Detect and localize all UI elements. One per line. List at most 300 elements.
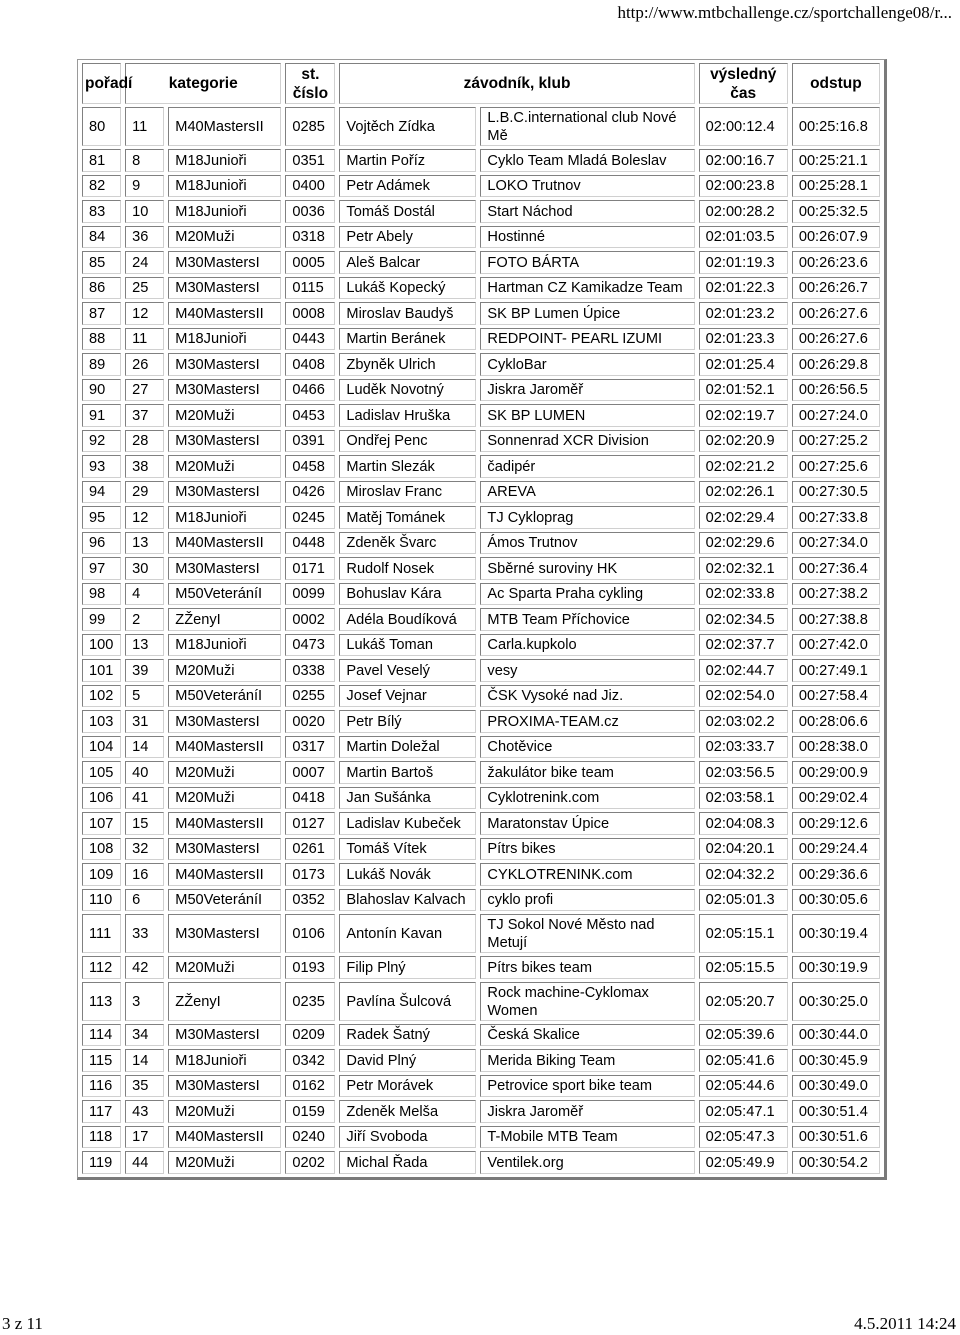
rider-name-cell: Aleš Balcar [339,251,476,274]
club-cell: MTB Team Příchovice [480,608,694,631]
table-row [82,889,880,912]
category-cell: M30MastersI [168,838,281,861]
result-time-cell: 02:03:02.2 [699,710,788,733]
club-cell: Jiskra Jaroměř [480,1100,694,1123]
category-rank-cell: 10 [125,200,164,223]
category-cell: M18Junioři [168,149,281,172]
rank-cell: 83 [82,200,121,223]
table-row [82,787,880,810]
category-rank-cell: 30 [125,557,164,580]
start-number-cell: 0020 [285,710,335,733]
start-number-cell: 0342 [285,1049,335,1072]
rider-name-cell: Adéla Boudíková [339,608,476,631]
rider-name-cell: Lukáš Toman [339,634,476,657]
start-number-cell: 0002 [285,608,335,631]
club-cell: Sběrné suroviny HK [480,557,694,580]
result-time-cell: 02:00:28.2 [699,200,788,223]
table-row [82,175,880,198]
rider-name-cell: Martin Bartoš [339,761,476,784]
rider-name-cell: Ondřej Penc [339,430,476,453]
club-cell: CYKLOTRENINK.com [480,863,694,886]
print-timestamp: 4.5.2011 14:24 [854,1314,956,1333]
category-rank-cell: 35 [125,1075,164,1098]
rank-cell: 95 [82,506,121,529]
result-time-cell: 02:01:25.4 [699,353,788,376]
table-row [82,685,880,708]
club-cell: TJ Cykloprag [480,506,694,529]
results-table [78,60,884,1177]
rider-name-cell: Jan Sušánka [339,787,476,810]
category-rank-cell: 28 [125,430,164,453]
rank-cell: 87 [82,302,121,325]
gap-cell: 00:30:45.9 [792,1049,880,1072]
start-number-cell: 0318 [285,226,335,249]
category-rank-cell: 13 [125,634,164,657]
gap-cell: 00:30:54.2 [792,1151,880,1174]
club-cell: žakulátor bike team [480,761,694,784]
table-row [82,277,880,300]
category-rank-cell: 32 [125,838,164,861]
result-time-cell: 02:05:44.6 [699,1075,788,1098]
rank-cell: 116 [82,1075,121,1098]
category-rank-cell: 2 [125,608,164,631]
gap-cell: 00:27:36.4 [792,557,880,580]
result-time-cell: 02:05:15.5 [699,956,788,979]
category-rank-cell: 27 [125,379,164,402]
result-time-cell: 02:01:19.3 [699,251,788,274]
club-cell: FOTO BÁRTA [480,251,694,274]
category-cell: M20Muži [168,956,281,979]
result-time-cell: 02:01:23.2 [699,302,788,325]
club-cell: LOKO Trutnov [480,175,694,198]
category-rank-cell: 8 [125,149,164,172]
category-rank-cell: 9 [125,175,164,198]
category-cell: M20Muži [168,659,281,682]
result-time-cell: 02:02:34.5 [699,608,788,631]
result-time-cell: 02:05:15.1 [699,914,788,953]
category-cell: M30MastersI [168,1075,281,1098]
category-cell: M30MastersI [168,914,281,953]
rank-cell: 85 [82,251,121,274]
result-time-cell: 02:02:29.4 [699,506,788,529]
category-rank-cell: 14 [125,1049,164,1072]
start-number-cell: 0193 [285,956,335,979]
start-number-cell: 0351 [285,149,335,172]
category-cell: ZŽenyI [168,608,281,631]
header-rider-club: závodník, klub [339,63,694,104]
category-cell: M18Junioři [168,328,281,351]
table-row [82,634,880,657]
rank-cell: 89 [82,353,121,376]
start-number-cell: 0173 [285,863,335,886]
club-cell: Cyklo Team Mladá Boleslav [480,149,694,172]
rider-name-cell: Radek Šatný [339,1024,476,1047]
club-cell: L.B.C.international club Nové Mě [480,107,694,146]
club-cell: REDPOINT- PEARL IZUMI [480,328,694,351]
category-cell: M30MastersI [168,379,281,402]
start-number-cell: 0099 [285,583,335,606]
table-row [82,1126,880,1149]
result-time-cell: 02:05:20.7 [699,982,788,1021]
table-row [82,200,880,223]
result-time-cell: 02:02:20.9 [699,430,788,453]
table-row [82,659,880,682]
rank-cell: 112 [82,956,121,979]
category-cell: M30MastersI [168,430,281,453]
rank-cell: 99 [82,608,121,631]
rank-cell: 82 [82,175,121,198]
table-row [82,557,880,580]
rank-cell: 117 [82,1100,121,1123]
category-rank-cell: 31 [125,710,164,733]
category-rank-cell: 33 [125,914,164,953]
category-rank-cell: 39 [125,659,164,682]
rank-cell: 115 [82,1049,121,1072]
result-time-cell: 02:02:32.1 [699,557,788,580]
rank-cell: 108 [82,838,121,861]
table-row [82,328,880,351]
club-cell: Start Náchod [480,200,694,223]
table-row [82,404,880,427]
club-cell: cyklo profi [480,889,694,912]
rider-name-cell: Martin Doležal [339,736,476,759]
gap-cell: 00:29:12.6 [792,812,880,835]
category-cell: M20Muži [168,455,281,478]
result-time-cell: 02:01:03.5 [699,226,788,249]
gap-cell: 00:27:30.5 [792,481,880,504]
category-cell: M30MastersI [168,557,281,580]
start-number-cell: 0466 [285,379,335,402]
start-number-cell: 0408 [285,353,335,376]
gap-cell: 00:30:25.0 [792,982,880,1021]
gap-cell: 00:27:58.4 [792,685,880,708]
rank-cell: 107 [82,812,121,835]
category-rank-cell: 24 [125,251,164,274]
start-number-cell: 0235 [285,982,335,1021]
table-row [82,863,880,886]
club-cell: Jiskra Jaroměř [480,379,694,402]
table-row [82,1049,880,1072]
rider-name-cell: Miroslav Franc [339,481,476,504]
category-rank-cell: 13 [125,532,164,555]
gap-cell: 00:30:44.0 [792,1024,880,1047]
gap-cell: 00:27:34.0 [792,532,880,555]
result-time-cell: 02:02:54.0 [699,685,788,708]
category-cell: M18Junioři [168,506,281,529]
category-cell: M40MastersII [168,863,281,886]
club-cell: AREVA [480,481,694,504]
rank-cell: 84 [82,226,121,249]
start-number-cell: 0240 [285,1126,335,1149]
gap-cell: 00:25:16.8 [792,107,880,146]
rider-name-cell: Bohuslav Kára [339,583,476,606]
result-time-cell: 02:00:12.4 [699,107,788,146]
start-number-cell: 0285 [285,107,335,146]
category-rank-cell: 11 [125,328,164,351]
start-number-cell: 0255 [285,685,335,708]
rank-cell: 114 [82,1024,121,1047]
header-result-time: výsledný čas [699,63,788,104]
table-row [82,379,880,402]
gap-cell: 00:29:02.4 [792,787,880,810]
start-number-cell: 0036 [285,200,335,223]
header-category: kategorie [125,63,281,104]
rider-name-cell: Ladislav Hruška [339,404,476,427]
rider-name-cell: Lukáš Novák [339,863,476,886]
rider-name-cell: Pavlína Šulcová [339,982,476,1021]
start-number-cell: 0127 [285,812,335,835]
header-gap: odstup [792,63,880,104]
rank-cell: 102 [82,685,121,708]
category-cell: M40MastersII [168,736,281,759]
result-time-cell: 02:03:33.7 [699,736,788,759]
club-cell: T-Mobile MTB Team [480,1126,694,1149]
results-table-frame [77,59,887,1180]
result-time-cell: 02:02:33.8 [699,583,788,606]
gap-cell: 00:27:25.6 [792,455,880,478]
page-url: http://www.mtbchallenge.cz/sportchallenge08/r... [617,3,952,22]
rider-name-cell: Petr Adámek [339,175,476,198]
gap-cell: 00:30:19.9 [792,956,880,979]
result-time-cell: 02:05:39.6 [699,1024,788,1047]
category-cell: M50VeteráníI [168,583,281,606]
table-row [82,251,880,274]
header-rank: pořadí [82,63,121,104]
club-cell: čadipér [480,455,694,478]
gap-cell: 00:26:27.6 [792,328,880,351]
table-row [82,430,880,453]
rider-name-cell: Pavel Veselý [339,659,476,682]
result-time-cell: 02:05:01.3 [699,889,788,912]
table-row [82,956,880,979]
table-row [82,812,880,835]
rider-name-cell: Martin Poříz [339,149,476,172]
category-rank-cell: 3 [125,982,164,1021]
table-row [82,481,880,504]
rider-name-cell: David Plný [339,1049,476,1072]
club-cell: SK BP LUMEN [480,404,694,427]
category-cell: M20Muži [168,404,281,427]
table-header-row [82,63,880,104]
club-cell: Petrovice sport bike team [480,1075,694,1098]
rider-name-cell: Antonín Kavan [339,914,476,953]
result-time-cell: 02:03:58.1 [699,787,788,810]
rank-cell: 104 [82,736,121,759]
rider-name-cell: Lukáš Kopecký [339,277,476,300]
result-time-cell: 02:05:47.1 [699,1100,788,1123]
start-number-cell: 0202 [285,1151,335,1174]
club-cell: Sonnenrad XCR Division [480,430,694,453]
result-time-cell: 02:05:47.3 [699,1126,788,1149]
gap-cell: 00:25:21.1 [792,149,880,172]
club-cell: Chotěvice [480,736,694,759]
category-cell: M20Muži [168,226,281,249]
table-row [82,914,880,953]
category-cell: M40MastersII [168,107,281,146]
rider-name-cell: Josef Vejnar [339,685,476,708]
table-row [82,1075,880,1098]
category-cell: M18Junioři [168,1049,281,1072]
rider-name-cell: Michal Řada [339,1151,476,1174]
club-cell: vesy [480,659,694,682]
result-time-cell: 02:02:37.7 [699,634,788,657]
category-cell: M18Junioři [168,634,281,657]
club-cell: Rock machine-Cyklomax Women [480,982,694,1021]
table-row [82,149,880,172]
start-number-cell: 0245 [285,506,335,529]
header-start-number: st. číslo [285,63,335,104]
rank-cell: 106 [82,787,121,810]
category-rank-cell: 14 [125,736,164,759]
result-time-cell: 02:05:41.6 [699,1049,788,1072]
rank-cell: 91 [82,404,121,427]
club-cell: SK BP Lumen Úpice [480,302,694,325]
result-time-cell: 02:03:56.5 [699,761,788,784]
category-cell: M40MastersII [168,1126,281,1149]
gap-cell: 00:30:05.6 [792,889,880,912]
start-number-cell: 0391 [285,430,335,453]
gap-cell: 00:29:24.4 [792,838,880,861]
rider-name-cell: Filip Plný [339,956,476,979]
result-time-cell: 02:02:19.7 [699,404,788,427]
gap-cell: 00:30:51.4 [792,1100,880,1123]
category-rank-cell: 15 [125,812,164,835]
rank-cell: 110 [82,889,121,912]
category-rank-cell: 25 [125,277,164,300]
result-time-cell: 02:02:26.1 [699,481,788,504]
start-number-cell: 0115 [285,277,335,300]
result-time-cell: 02:00:16.7 [699,149,788,172]
gap-cell: 00:25:28.1 [792,175,880,198]
table-body [82,107,880,1174]
rider-name-cell: Petr Abely [339,226,476,249]
rider-name-cell: Petr Morávek [339,1075,476,1098]
category-rank-cell: 26 [125,353,164,376]
table-row [82,1024,880,1047]
rank-cell: 100 [82,634,121,657]
start-number-cell: 0005 [285,251,335,274]
category-rank-cell: 43 [125,1100,164,1123]
table-row [82,302,880,325]
category-cell: M40MastersII [168,532,281,555]
rider-name-cell: Luděk Novotný [339,379,476,402]
rider-name-cell: Zbyněk Ulrich [339,353,476,376]
start-number-cell: 0008 [285,302,335,325]
gap-cell: 00:26:27.6 [792,302,880,325]
rank-cell: 113 [82,982,121,1021]
category-cell: M40MastersII [168,812,281,835]
gap-cell: 00:26:29.8 [792,353,880,376]
category-cell: M30MastersI [168,353,281,376]
club-cell: Hostinné [480,226,694,249]
club-cell: Merida Biking Team [480,1049,694,1072]
rider-name-cell: Blahoslav Kalvach [339,889,476,912]
start-number-cell: 0473 [285,634,335,657]
start-number-cell: 0171 [285,557,335,580]
category-rank-cell: 38 [125,455,164,478]
category-rank-cell: 37 [125,404,164,427]
table-row [82,226,880,249]
rank-cell: 118 [82,1126,121,1149]
start-number-cell: 0418 [285,787,335,810]
category-cell: M30MastersI [168,710,281,733]
category-cell: M30MastersI [168,1024,281,1047]
result-time-cell: 02:00:23.8 [699,175,788,198]
rank-cell: 98 [82,583,121,606]
club-cell: Cyklotrenink.com [480,787,694,810]
gap-cell: 00:27:38.8 [792,608,880,631]
club-cell: Carla.kupkolo [480,634,694,657]
category-rank-cell: 29 [125,481,164,504]
gap-cell: 00:29:36.6 [792,863,880,886]
rider-name-cell: Zdeněk Švarc [339,532,476,555]
result-time-cell: 02:02:29.6 [699,532,788,555]
category-rank-cell: 34 [125,1024,164,1047]
start-number-cell: 0338 [285,659,335,682]
rank-cell: 105 [82,761,121,784]
table-row [82,838,880,861]
rider-name-cell: Zdeněk Melša [339,1100,476,1123]
result-time-cell: 02:01:52.1 [699,379,788,402]
rank-cell: 94 [82,481,121,504]
category-cell: M20Muži [168,1100,281,1123]
start-number-cell: 0261 [285,838,335,861]
gap-cell: 00:27:24.0 [792,404,880,427]
category-rank-cell: 16 [125,863,164,886]
category-cell: ZŽenyI [168,982,281,1021]
rank-cell: 103 [82,710,121,733]
category-cell: M18Junioři [168,175,281,198]
category-cell: M30MastersI [168,277,281,300]
category-rank-cell: 11 [125,107,164,146]
rank-cell: 101 [82,659,121,682]
result-time-cell: 02:02:21.2 [699,455,788,478]
result-time-cell: 02:02:44.7 [699,659,788,682]
gap-cell: 00:26:56.5 [792,379,880,402]
rider-name-cell: Tomáš Dostál [339,200,476,223]
gap-cell: 00:28:06.6 [792,710,880,733]
club-cell: CykloBar [480,353,694,376]
table-row [82,455,880,478]
category-rank-cell: 40 [125,761,164,784]
category-rank-cell: 44 [125,1151,164,1174]
table-row [82,353,880,376]
table-row [82,107,880,146]
result-time-cell: 02:04:20.1 [699,838,788,861]
result-time-cell: 02:05:49.9 [699,1151,788,1174]
start-number-cell: 0209 [285,1024,335,1047]
start-number-cell: 0453 [285,404,335,427]
rider-name-cell: Vojtěch Zídka [339,107,476,146]
table-row [82,1100,880,1123]
rank-cell: 97 [82,557,121,580]
category-rank-cell: 12 [125,302,164,325]
gap-cell: 00:30:49.0 [792,1075,880,1098]
table-row [82,532,880,555]
club-cell: Pítrs bikes team [480,956,694,979]
start-number-cell: 0007 [285,761,335,784]
category-rank-cell: 4 [125,583,164,606]
table-row [82,608,880,631]
gap-cell: 00:27:25.2 [792,430,880,453]
rank-cell: 80 [82,107,121,146]
rank-cell: 111 [82,914,121,953]
table-row [82,506,880,529]
category-rank-cell: 6 [125,889,164,912]
club-cell: Hartman CZ Kamikadze Team [480,277,694,300]
club-cell: Ámos Trutnov [480,532,694,555]
rider-name-cell: Petr Bílý [339,710,476,733]
